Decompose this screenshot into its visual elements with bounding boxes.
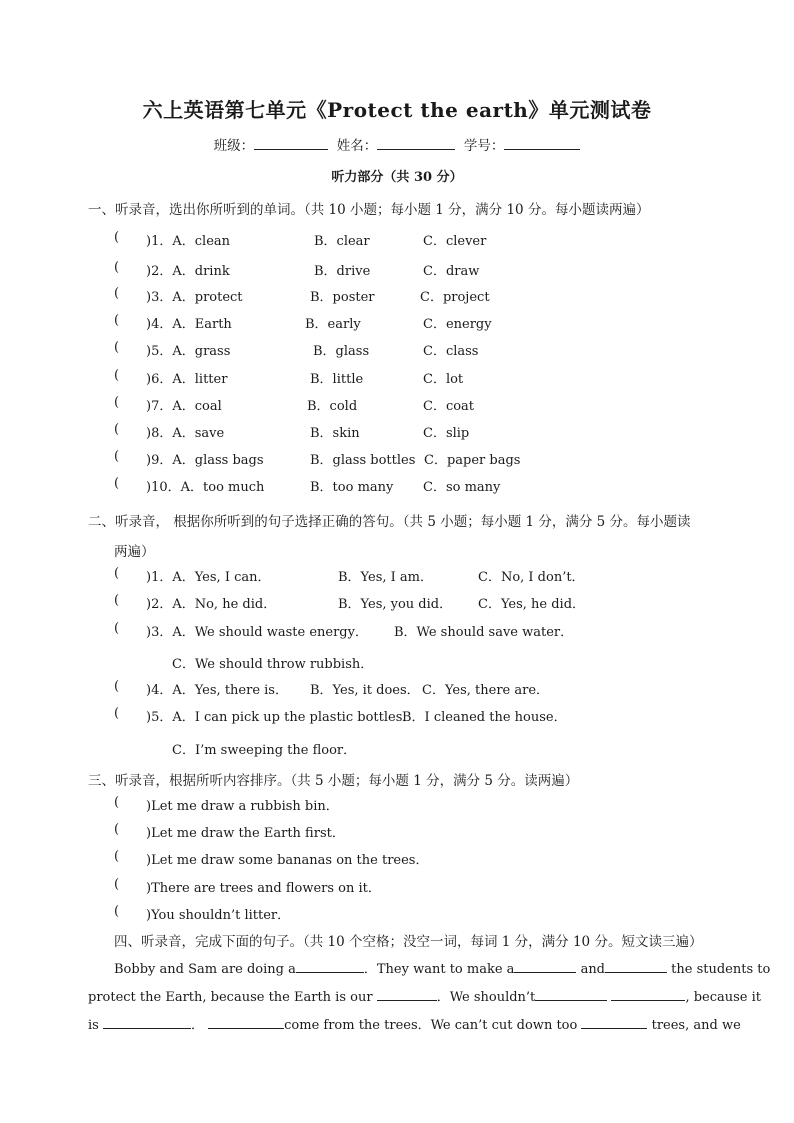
section3-sentence: )Let me draw the Earth first．: [146, 826, 345, 841]
option-c: C．paper bags: [424, 453, 521, 468]
option-b: B．Yes, I am．: [338, 570, 433, 585]
item-number: 3．A．: [151, 290, 195, 305]
section1-paren-close: )7．A．coal: [146, 399, 222, 414]
section1-paren[interactable]: (: [114, 422, 120, 437]
section1-paren-close: )4．A．Earth: [146, 317, 232, 332]
passage-text: Bobby and Sam are doing a: [114, 962, 296, 977]
item-number: 2．A．: [151, 264, 195, 279]
option-a: coal: [194, 399, 222, 414]
option-c: C．lot: [423, 372, 464, 387]
option-c: C．project: [420, 290, 490, 305]
section1-paren-close: )2．A．drink: [146, 264, 230, 279]
option-b: B．glass: [313, 344, 370, 359]
passage-text: protect the Earth, because the Earth is our: [88, 990, 373, 1005]
answer-blank-9[interactable]: [581, 1015, 647, 1029]
option-b: B．poster: [310, 290, 375, 305]
option-c: C．class: [423, 344, 479, 359]
option-a: litter: [194, 372, 228, 387]
class-label: 班级：: [213, 138, 255, 154]
section2-heading-line2: 两遍）: [114, 544, 155, 560]
student-info-line: [0, 134, 794, 154]
section2-heading-line1: 二、听录音， 根据你所听到的句子选择正确的答句。（共 5 小题；每小题 1 分，满分 5 分。每小题读: [88, 514, 691, 530]
passage-text: trees, and we: [651, 1018, 741, 1033]
answer-blank-5[interactable]: [535, 987, 607, 1001]
section2-paren[interactable]: (: [114, 593, 120, 608]
section1-paren-close: )10．A．too much: [146, 480, 265, 495]
section1-paren[interactable]: (: [114, 395, 120, 410]
option-a: )5．A．I can pick up the plastic bottles．: [146, 710, 416, 725]
passage-line-1: [114, 958, 770, 977]
page-title: 六上英语第七单元《Protect the earth》单元测试卷: [142, 98, 652, 122]
item-number: 10．A．: [151, 480, 204, 495]
answer-blank-8[interactable]: [208, 1015, 284, 1029]
option-c: C．energy: [423, 317, 492, 332]
section1-paren[interactable]: (: [114, 449, 120, 464]
passage-text: come from the trees．We can’t cut down too: [284, 1018, 578, 1033]
option-a: )1．A．Yes, I can．: [146, 570, 271, 585]
section1-paren[interactable]: (: [114, 368, 120, 383]
section3-sentence: )You shouldn’t litter．: [146, 908, 291, 923]
section2-paren[interactable]: (: [114, 566, 120, 581]
option-a: save: [194, 426, 225, 441]
option-a: glass bags: [194, 453, 264, 468]
section3-sentence: )Let me draw a rubbish bin．: [146, 799, 339, 814]
passage-line-2: [88, 986, 761, 1005]
section3-paren[interactable]: (: [114, 904, 120, 919]
option-b: B．glass bottles: [310, 453, 416, 468]
option-c: C．Yes, there are．: [422, 683, 550, 698]
option-a: drink: [194, 264, 230, 279]
number-blank[interactable]: [504, 135, 580, 150]
passage-text: the students to: [671, 962, 771, 977]
section2-item5-option-c: C．I’m sweeping the floor．: [172, 743, 357, 758]
option-b: B．We should save water．: [394, 625, 574, 640]
section1-paren-close: )6．A．litter: [146, 372, 228, 387]
section1-paren-close: )5．A．grass: [146, 344, 231, 359]
section2-paren[interactable]: (: [114, 706, 120, 721]
item-number: 9．A．: [151, 453, 195, 468]
answer-blank-1[interactable]: [296, 959, 364, 973]
section3-sentence: )Let me draw some bananas on the trees．: [146, 853, 429, 868]
item-number: 4．A．: [151, 317, 195, 332]
passage-text: ．: [190, 1018, 204, 1033]
passage-text: and: [580, 962, 606, 977]
passage-text: ．We shouldn’t: [436, 990, 536, 1005]
section3-heading: 三、听录音，根据所听内容排序。（共 5 小题；每小题 1 分，满分 5 分。读两遍）: [88, 773, 579, 789]
item-number: 8．A．: [151, 426, 195, 441]
section1-paren-close: )9．A．glass bags: [146, 453, 264, 468]
option-a: )2．A．No, he did．: [146, 597, 277, 612]
option-c: C．No, I don’t．: [478, 570, 585, 585]
option-c: C．coat: [423, 399, 475, 414]
section3-paren[interactable]: (: [114, 877, 120, 892]
name-blank[interactable]: [377, 135, 455, 150]
option-b: B．clear: [314, 234, 370, 249]
option-b: B．I cleaned the house．: [402, 710, 567, 725]
section1-paren[interactable]: (: [114, 230, 120, 245]
class-blank[interactable]: [254, 135, 328, 150]
passage-text: is: [88, 1018, 99, 1033]
item-number: 7．A．: [151, 399, 195, 414]
name-label: 姓名：: [336, 138, 378, 154]
answer-blank-4[interactable]: [377, 987, 437, 1001]
passage-line-3: [88, 1014, 741, 1033]
section3-paren[interactable]: (: [114, 795, 120, 810]
number-label: 学号：: [463, 138, 505, 154]
section1-paren[interactable]: (: [114, 286, 120, 301]
option-a: )3．A．We should waste energy．: [146, 625, 368, 640]
option-b: B．drive: [314, 264, 371, 279]
section1-paren-close: )3．A．protect: [146, 290, 243, 305]
option-b: B．skin: [310, 426, 360, 441]
section2-paren[interactable]: (: [114, 621, 120, 636]
section3-paren[interactable]: (: [114, 822, 120, 837]
item-number: 1．A．: [151, 234, 195, 249]
option-a: Earth: [194, 317, 232, 332]
answer-blank-2[interactable]: [514, 959, 576, 973]
option-c: C．clever: [423, 234, 487, 249]
section1-paren[interactable]: (: [114, 260, 120, 275]
answer-blank-7[interactable]: [103, 1015, 191, 1029]
option-b: B．early: [305, 317, 361, 332]
option-a: clean: [194, 234, 231, 249]
section1-heading: 一、听录音，选出你所听到的单词。（共 10 小题；每小题 1 分，满分 10 分。每小题读两遍）: [88, 202, 650, 218]
section2-item3-option-c: C．We should throw rubbish．: [172, 657, 374, 672]
section1-paren-close: )1．A．clean: [146, 234, 231, 249]
option-a: too much: [203, 480, 265, 495]
item-number: 5．A．: [151, 344, 195, 359]
passage-text: ．They want to make a: [363, 962, 515, 977]
option-b: B．cold: [307, 399, 358, 414]
option-b: B．Yes, you did．: [338, 597, 453, 612]
section3-sentence: )There are trees and flowers on it．: [146, 881, 381, 896]
option-a: grass: [194, 344, 231, 359]
option-c: C．draw: [423, 264, 480, 279]
listening-subtitle: 听力部分（共 30 分）: [331, 170, 463, 185]
section1-paren[interactable]: (: [114, 313, 120, 328]
section1-paren[interactable]: (: [114, 476, 120, 491]
section3-paren[interactable]: (: [114, 849, 120, 864]
section1-paren[interactable]: (: [114, 340, 120, 355]
answer-blank-3[interactable]: [605, 959, 667, 973]
option-c: C．so many: [423, 480, 501, 495]
passage-text: , because it: [685, 990, 761, 1005]
section4-heading: 四、听录音，完成下面的句子。（共 10 个空格；没空一词，每词 1 分，满分 10 分。短文读三遍）: [114, 934, 703, 950]
option-b: B．Yes, it does．: [310, 683, 420, 698]
answer-blank-6[interactable]: [611, 987, 685, 1001]
option-a: )4．A．Yes, there is．: [146, 683, 288, 698]
option-c: C．Yes, he did．: [478, 597, 586, 612]
option-a: protect: [194, 290, 243, 305]
section1-paren-close: )8．A．save: [146, 426, 225, 441]
option-c: C．slip: [423, 426, 470, 441]
option-b: B．too many: [310, 480, 394, 495]
option-b: B．little: [310, 372, 364, 387]
item-number: 6．A．: [151, 372, 195, 387]
section2-paren[interactable]: (: [114, 679, 120, 694]
